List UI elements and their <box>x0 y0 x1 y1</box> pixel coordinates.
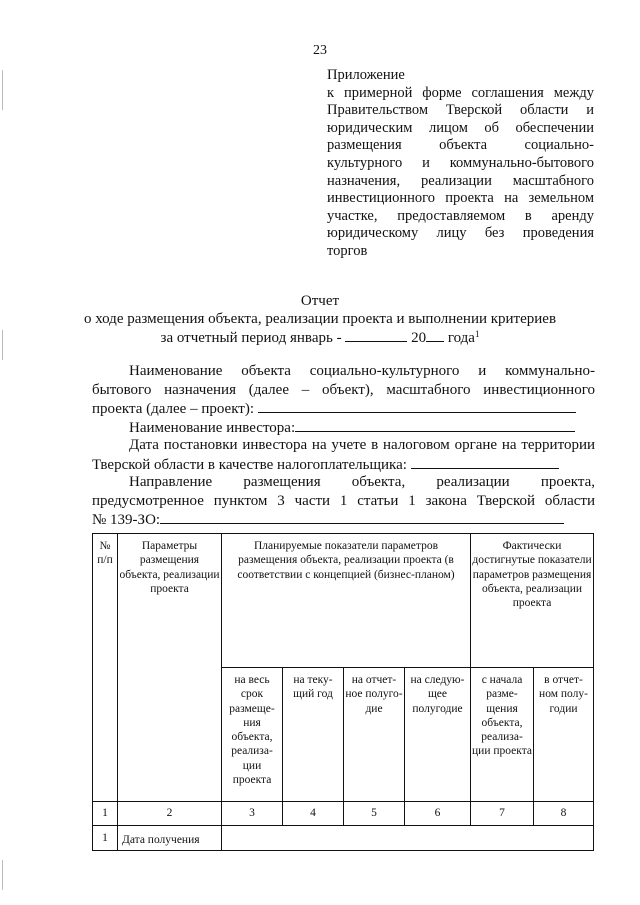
report-table <box>92 533 594 851</box>
subheader-next-half: на следую- щее полугодие <box>405 668 471 802</box>
header-num: № п/п <box>93 534 118 802</box>
investor-label: Наименование инвестора: <box>129 419 296 436</box>
row-number: 1 <box>93 826 118 851</box>
table-header-row <box>93 534 594 668</box>
scan-edge-mark <box>2 860 3 890</box>
direction-blank[interactable] <box>160 510 564 524</box>
investor-name-blank[interactable] <box>295 418 575 432</box>
direction-line: Направление размещения объекта, реализации проекта, <box>129 474 595 490</box>
column-number: 7 <box>471 802 534 826</box>
row-label: Дата получения <box>118 826 222 851</box>
header-actual: Фактически достигнутые показатели параметров размещения объекта, реализации проекта <box>471 534 594 668</box>
period-prefix: за отчетный период январь - <box>160 330 342 346</box>
report-body <box>92 362 595 529</box>
report-title: Отчет <box>300 293 340 309</box>
appendix-line: культурного и коммунально-бытового <box>327 154 594 171</box>
column-number: 3 <box>222 802 283 826</box>
column-number: 8 <box>534 802 594 826</box>
report-subtitle: о ходе размещения объекта, реализации проекта и выполнении критериев <box>83 311 557 327</box>
subheader-current-year: на теку- щий год <box>283 668 344 802</box>
page-number: 23 <box>313 43 327 58</box>
period-month-blank[interactable] <box>345 328 407 342</box>
period-suffix: года <box>447 330 475 346</box>
row-value-cell[interactable] <box>222 826 594 851</box>
tax-registration-line: Дата постановки инвестора на учете в налоговом органе на территории <box>129 437 595 453</box>
object-name-line: бытового назначения (далее – объект), масштабного инвестиционного <box>92 381 595 398</box>
project-name-line <box>92 399 595 418</box>
appendix-line: Правительством Тверской области и <box>327 102 594 119</box>
project-name-blank[interactable] <box>258 399 576 413</box>
table-row <box>93 826 594 851</box>
direction-line <box>92 510 595 529</box>
column-number-row <box>93 802 594 826</box>
column-number: 2 <box>118 802 222 826</box>
scan-edge-mark <box>2 70 3 110</box>
project-name-label: проекта (далее – проект): <box>92 401 254 417</box>
direction-line: предусмотренное пунктом 3 части 1 статьи 1 закона Тверской области <box>92 492 595 509</box>
tax-registration-label: Тверской области в качестве налогоплательщика: <box>92 456 407 473</box>
column-number: 1 <box>93 802 118 826</box>
law-number-label: № 139-ЗО: <box>92 512 161 528</box>
object-name-line: Наименование объекта социально-культурного и коммунально- <box>129 363 595 379</box>
appendix-block <box>327 67 594 261</box>
appendix-line: торгов <box>327 242 368 259</box>
appendix-title: Приложение <box>327 67 405 83</box>
appendix-line: размещения объекта социально- <box>327 137 594 154</box>
subheader-since-start: с начала разме- щения объекта, реализа- ции проекта <box>471 668 534 802</box>
header-params: Параметры размещения объекта, реализации проекта <box>118 534 222 802</box>
appendix-line: инвестиционного проекта на земельном <box>327 190 594 207</box>
header-planned: Планируемые показатели параметров размещения объекта, реализации проекта (в соответствии с концепцией (бизнес-планом) <box>222 534 471 668</box>
column-number: 6 <box>405 802 471 826</box>
appendix-line: юридическому лицу без проведения <box>327 225 594 242</box>
appendix-line: назначения, реализации масштабного <box>327 172 594 189</box>
tax-registration-blank[interactable] <box>411 455 559 469</box>
subheader-in-report-half: в отчет- ном полу- годии <box>534 668 594 802</box>
report-period <box>0 328 640 347</box>
appendix-line: к примерной форме соглашения между <box>327 84 594 101</box>
report-heading <box>0 292 640 347</box>
footnote-mark: 1 <box>474 329 480 339</box>
column-number: 5 <box>344 802 405 826</box>
appendix-line: юридическим лицом об обеспечении <box>327 119 594 136</box>
period-year-blank[interactable] <box>426 328 444 342</box>
investor-line <box>92 418 595 437</box>
period-year: 20 <box>411 330 427 346</box>
subheader-report-half: на отчет- ное полуго- дие <box>344 668 405 802</box>
column-number: 4 <box>283 802 344 826</box>
tax-registration-line <box>92 455 595 474</box>
appendix-line: участке, предоставляемом в аренду <box>327 207 594 224</box>
subheader-total: на весь срок размеще- ния объекта, реализа- ции проекта <box>222 668 283 802</box>
